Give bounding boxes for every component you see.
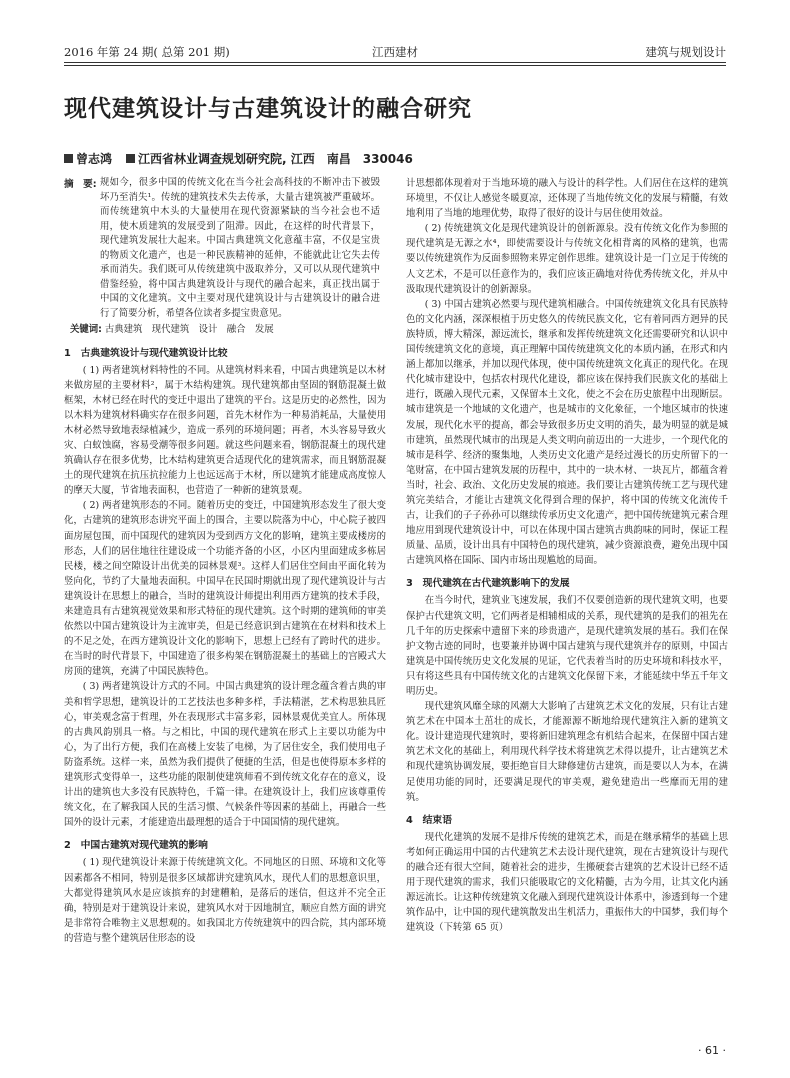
author-line (64, 150, 726, 167)
body-paragraph: ( 1) 两者建筑材料特性的不同。从建筑材料来看，中国古典建筑是以木材来做房屋的主要材料²，属于木结构建筑。现代建筑都由坚固的钢筋混凝土做框架，木材已经在时代的变迁中退出了建筑的平台。这是历史的必然性，因为以木料为建筑材料确实存在很多问题，首先木材作为一种易消耗品，大量使用木材必然导致地表绿植减少，造成一系列的环境问题；再者，木头容易导致火灾、白蚁蚀腐，容易受潮等很多问题。就这些问题来看，钢筋混凝土的现代建筑确认存在很多优势，比木结构建筑更合适现代化的建筑需求，而且钢筋混凝土的现代建筑在抗压抗拉能力上也远远高于木材，所以建筑才能建成高度惊人的摩天大厦，节省地表面积，也营造了一种新的建筑景观。 (64, 364, 386, 497)
square-bullet-icon (64, 154, 73, 163)
abstract-text: 规如今，很多中国的传统文化在当今社会高科技的不断冲击下被毁坏乃至消失¹。传统的建筑技术失去传承，大量古建筑被严重破坏。而传统建筑中木头的大量使用在现代资源紧缺的当今社会也不适用，使木质建筑的发展受到了阻滞。因此，在这样的时代背景下，现代建筑发展壮大起来。中国古典建筑文化意蕴丰富，不仅是宝贵的物质文化遗产，也是一种民族精神的延伸，不能就此让它失去传承而消失。我们既可从传统建筑中汲取养分，又可以从现代建筑中借鉴经验，将中国古典建筑设计与现代的融合起来，真正找出属于中国的文化建筑。文中主要对现代建筑设计与古建筑设计的融合进行了简要分析，希望各位读者多提宝贵意见。 (100, 177, 380, 319)
header-section: 建筑与规划设计 (645, 45, 726, 59)
body-paragraph: ( 3) 两者建筑设计方式的不同。中国古典建筑的设计理念蕴含着古典的审美和哲学思想，建筑设计的工艺技法也多种多样，手法精湛，艺术构思独具匠心，审美观念富于哲理，外在表现形式丰富多彩，园林景观优美宜人。所体现的古典风韵别具一格。与之相比，中国的现代建筑在形式上主要以功能为中心，为了出行方便，我们在高楼上安装了电梯，为了居住安全，我们使用电子防盗系统。这样一来，虽然为我们提供了便捷的生活，但是也使得原本多样的建筑形式变得单一，这些功能的限制使建筑师看不到传统文化存在的意义，设计出的建筑也大多没有民族特色，千篇一律。在建筑设计上，我们应该尊重传统文化，在了解我国人民的生活习惯、气候条件等因素的基础上，再融合一些国外的设计元素，才能建造出最理想的适合于中国国情的现代建筑。 (64, 681, 386, 829)
article-title: 现代建筑设计与古建筑设计的融合研究 (64, 95, 472, 122)
running-header (64, 40, 726, 60)
body-paragraph: ( 2) 两者建筑形态的不同。随着历史的变迁，中国建筑形态发生了很大变化，古建筑的建筑形态讲究平面上的围合，主要以院落为中心，中心院子被四面房屋包围，而中国现代的建筑因为受到西方文化的影响，建筑主要成楼房的形态，人们的居住地往往建设成一个功能齐备的小区，小区内里面建成多栋居民楼，楼之间空隙设计出优美的园林景观³。这样人们居住空间由平面化转为竖向化，节约了大量地表面积。中国早在民国时期就出现了现代建筑设计与古建筑设计在思想上的融合，当时的建筑设计师提出利用西方建筑的技术手段，来建造具有古建筑视觉效果和形式特征的现代建筑。这个时期的建筑师的审美依然以中国古建筑设计为主流审美，但是已经意识到古建筑在在材料和技术上的不足之处，在西方建筑设计文化的影响下，思想上已经有了跨时代的进步。在当时的时代背景下，中国建造了很多构架在钢筋混凝土的基础上的宫殿式大房顶的建筑，充满了中国民族特色。 (64, 500, 386, 678)
left-column (64, 176, 386, 1036)
header-issue: 2016 年第 24 期( 总第 201 期) (64, 45, 230, 59)
page-number: · 61 · (698, 1044, 726, 1057)
author-name: 曾志鸿 (76, 152, 113, 166)
body-paragraph: 现代化建筑的发展不是排斥传统的建筑艺术，而是在继承精华的基础上思考如何正确运用中国的古代建筑艺术去设计现代建筑，现在古建筑设计与现代的融合还有很大空间，随着社会的进步，生搬硬套古建筑的艺术设计已经不适用于现代建筑的需求，我们只能吸取它的文化精髓，古为今用，让其文化内涵源远流长。让这种传统建筑文化融入到现代建筑设计体系中，渗透到每一个建筑作品中，让中国的现代建筑散发出生机活力，重振伟大的中国梦，我们每个建筑设（下转第 65 页） (406, 831, 728, 934)
square-bullet-icon (126, 154, 135, 163)
body-paragraph: ( 2) 传统建筑文化是现代建筑设计的创新源泉。没有传统文化作为参照的现代建筑是无源之水⁴，即使需要设计与传统文化相背离的风格的建筑，也需要以传统建筑作为反面参照物来界定创作思维。建筑设计是一门立足于传统的人文艺术，不是可以任意作为的，我们应该正确地对待优秀传统文化，并从中汲取现代建筑设计的创新源泉。 (406, 223, 728, 295)
header-rule-thick (64, 62, 726, 63)
keywords (70, 323, 386, 338)
body-paragraph: ( 3) 中国古建筑必然要与现代建筑相融合。中国传统建筑文化具有民族特色的文化内涵，深深根植于历史悠久的传统民族文化，它有着同西方迥异的民族特质，博大精深，源远流长，继承和发挥传统建筑文化还需要研究和认识中国传统建筑文化的意境，真正理解中国传统建筑文化的本质内涵，在形式和内涵上都加以继承，并加以现代体现，使中国传统建筑文化真正的现代化。在现代化城市建设中，包括农村现代化建设，都应该在保持我们民族文化的基础上进行，既融入现代元素，又保留本土文化，使之不会在历史旅程中出现断层。城市建筑是一个地域的文化遗产，也是城市的文化象征，一个地区城市的快速发展，现代化水平的提高，都会导致很多历史文明的消失，最为明显的就是城市建筑，虽然现代城市的出现是人类文明向前迈出的一大进步，一个现代化的城市是科学、经济的聚集地，人类历史文化遗产是经过漫长的历史所留下的一笔财富，在中国古建筑发展的历程中，其中的一块木材、一块瓦片，都蕴含着当时，社会、政治、文化历史发展的痕迹。我们要让古建筑传统工艺与现代建筑完美结合，才能让古建筑文化得到合理的保护，将中国的传统文化流传千古，让我们的子子孙孙可以继续传承历史文化遗产，把中国传统建筑元素合理地应用到现代建筑设计中，可以在体现中国古建筑古典韵味的同时，保证工程质量、品质，设计出具有中国特色的现代建筑，减少资源浪费，避免出现中国古建筑风格在国际、国内市场出现尴尬的局面。 (406, 298, 728, 567)
keywords-text: 古典建筑 现代建筑 设计 融合 发展 (104, 324, 274, 335)
body-paragraph: ( 1) 现代建筑设计来源于传统建筑文化。不同地区的日照、环境和文化等因素都各不相同，特别是很多区域都讲究建筑风水，现代人们的思想意识里，大都觉得建筑风水是应该摈弃的封建糟粕，是落后的迷信，但这并不完全正确，特别是对于建筑设计来说，建筑风水对于因地制宜，顺应自然方面的讲究是非常符合唯物主义思想观的。如我国北方传统建筑中的四合院，其内部环境的营造与整个建筑居住形态的设 (64, 857, 386, 944)
header-journal: 江西建材 (372, 45, 418, 59)
body-paragraph: 在当今时代，建筑业飞速发展，我们不仅要创造新的现代建筑文明，也要保护古代建筑文明，它们两者是相辅相成的关系，现代建筑的是我们的祖先在几千年的历史探索中遗留下来的珍贵遗产，是现代建筑发展的基石。我们在保护文物古迹的同时，也要兼并协调中国古建筑与现代建筑并存的原则，中国古建筑是中国传统历史文化发展的见证，它代表着当时的历史环境和科技水平，只有将这些具有中国传统文化的古建筑文化保留下来，才能延续中华五千年文明历史。 (406, 595, 728, 697)
keywords-label: 关键词: (70, 324, 102, 335)
section-heading-4: 4 结束语 (406, 814, 453, 826)
body-paragraph: 现代建筑风靡全球的风潮大大影响了古建筑艺术文化的发展，只有让古建筑艺术在中国本土茁壮的成长，才能源源不断地给现代建筑注入新的建筑文化。设计建造现代建筑时，要将新旧建筑理念有机结合起来，在保留中国古建筑艺术文化的基础上，利用现代科学技术将建筑艺术得以提升，让古建筑艺术和现代建筑协调发展，要拒绝盲目大肆修建仿古建筑，而是要以人为本，在满足使用功能的同时，还要满足现代的审美观，避免建造出一些靡而无用的建筑。 (406, 701, 728, 803)
abstract (64, 176, 386, 321)
author-affiliation: 江西省林业调查规划研究院, 江西 南昌 330046 (138, 152, 413, 166)
abstract-label: 摘 要: (64, 179, 97, 190)
body-paragraph: 计思想都体现着对于当地环境的融入与设计的科学性。人们居住在这样的建筑环境里，不仅让人感觉冬暖夏凉，还体现了当地传统文化的发展与精髓，有效地利用了当地的地理优势，取得了很好的设计与居住使用效益。 (406, 178, 728, 220)
section-heading-1: 1 古典建筑设计与现代建筑设计比较 (64, 347, 228, 359)
header-rule-thin (64, 65, 726, 66)
section-heading-2: 2 中国古建筑对现代建筑的影响 (64, 840, 208, 852)
right-column (406, 176, 728, 1032)
section-heading-3: 3 现代建筑在古代建筑影响下的发展 (406, 578, 570, 590)
